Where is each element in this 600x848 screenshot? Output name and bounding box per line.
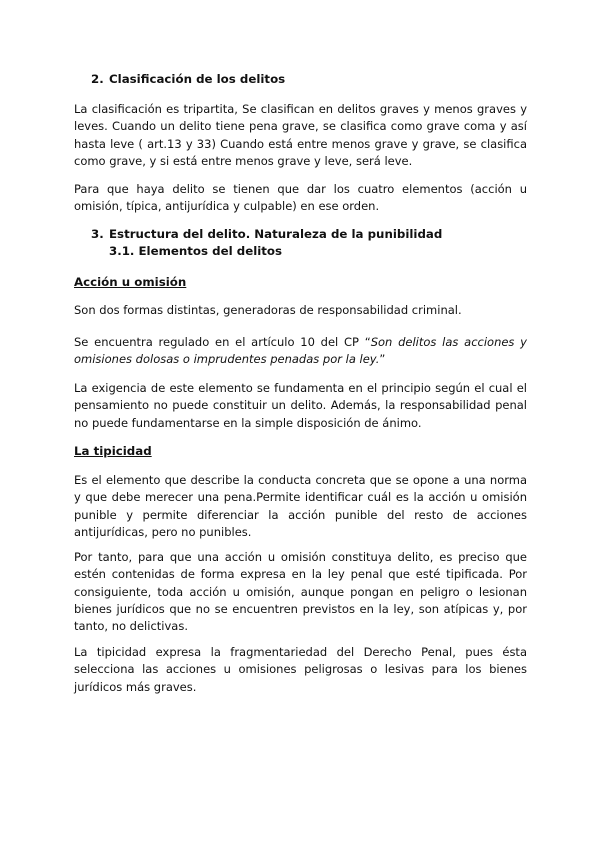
paragraph-exigencia: La exigencia de este elemento se fundamenta en el principio según el cual el pensamiento no puede constituir un delito. Además, la responsabilidad penal no puede fundamentarse en la simple disposición de ánimo. [74,381,527,430]
paragraph-tipicidad-consecuencia: Por tanto, para que una acción u omisión constituya delito, es preciso que estén contenidas de forma expresa en la ley penal que esté tipificada. Por consiguiente, toda acción u omisión, aunque pongan en peligro o lesionan bienes jurídicos que no se encuentren previstos en la ley, son atípicas y, por tanto, no delictivas. [74,550,527,634]
paragraph-articulo-10 [74,334,527,369]
articulo-intro: Se encuentra regulado en el artículo 10 del CP “ [74,335,371,349]
section-3-title: Estructura del delito. Naturaleza de la punibilidad [109,227,443,241]
section-2-heading [91,71,544,88]
accion-omision-heading: Acción u omisión [74,275,187,289]
section-2-number: 2. [91,72,104,86]
section-3-1-heading [109,243,562,260]
paragraph-formas: Son dos formas distintas, generadoras de responsabilidad criminal. [74,303,462,317]
tipicidad-heading: La tipicidad [74,444,152,458]
paragraph-tipicidad-definicion: Es el elemento que describe la conducta concreta que se opone a una norma y que debe merecer una pena.Permite identificar cuál es la acción u omisión punible y permite diferenciar la acción punible del resto de acciones antijurídicas, pero no punibles. [74,473,527,539]
section-3-number: 3. [91,227,104,241]
paragraph-clasificacion: La clasificación es tripartita, Se clasifican en delitos graves y menos graves y leves. Cuando un delito tiene pena grave, se clasifica como grave coma y así hasta leve ( art.13 y 33) Cuando está entre menos grave y grave, se clasifica como grave, y si está entre menos grave y leve, será leve. [74,102,527,168]
paragraph-fragmentariedad: La tipicidad expresa la fragmentariedad del Derecho Penal, pues ésta selecciona las acciones u omisiones peligrosas o lesivas para los bienes jurídicos más graves. [74,645,527,694]
section-3-1-title: Elementos del delitos [138,244,283,258]
articulo-quote-end: ” [379,352,386,367]
section-3-1-number: 3.1. [109,244,135,258]
paragraph-elementos: Para que haya delito se tienen que dar los cuatro elementos (acción u omisión, típica, antijurídica y culpable) en ese orden. [74,182,527,214]
articulo-quote: Son delitos las acciones y omisiones dolosas o imprudentes penadas por la ley. [74,335,527,367]
section-2-title: Clasificación de los delitos [109,72,286,86]
section-3-heading [91,226,544,243]
